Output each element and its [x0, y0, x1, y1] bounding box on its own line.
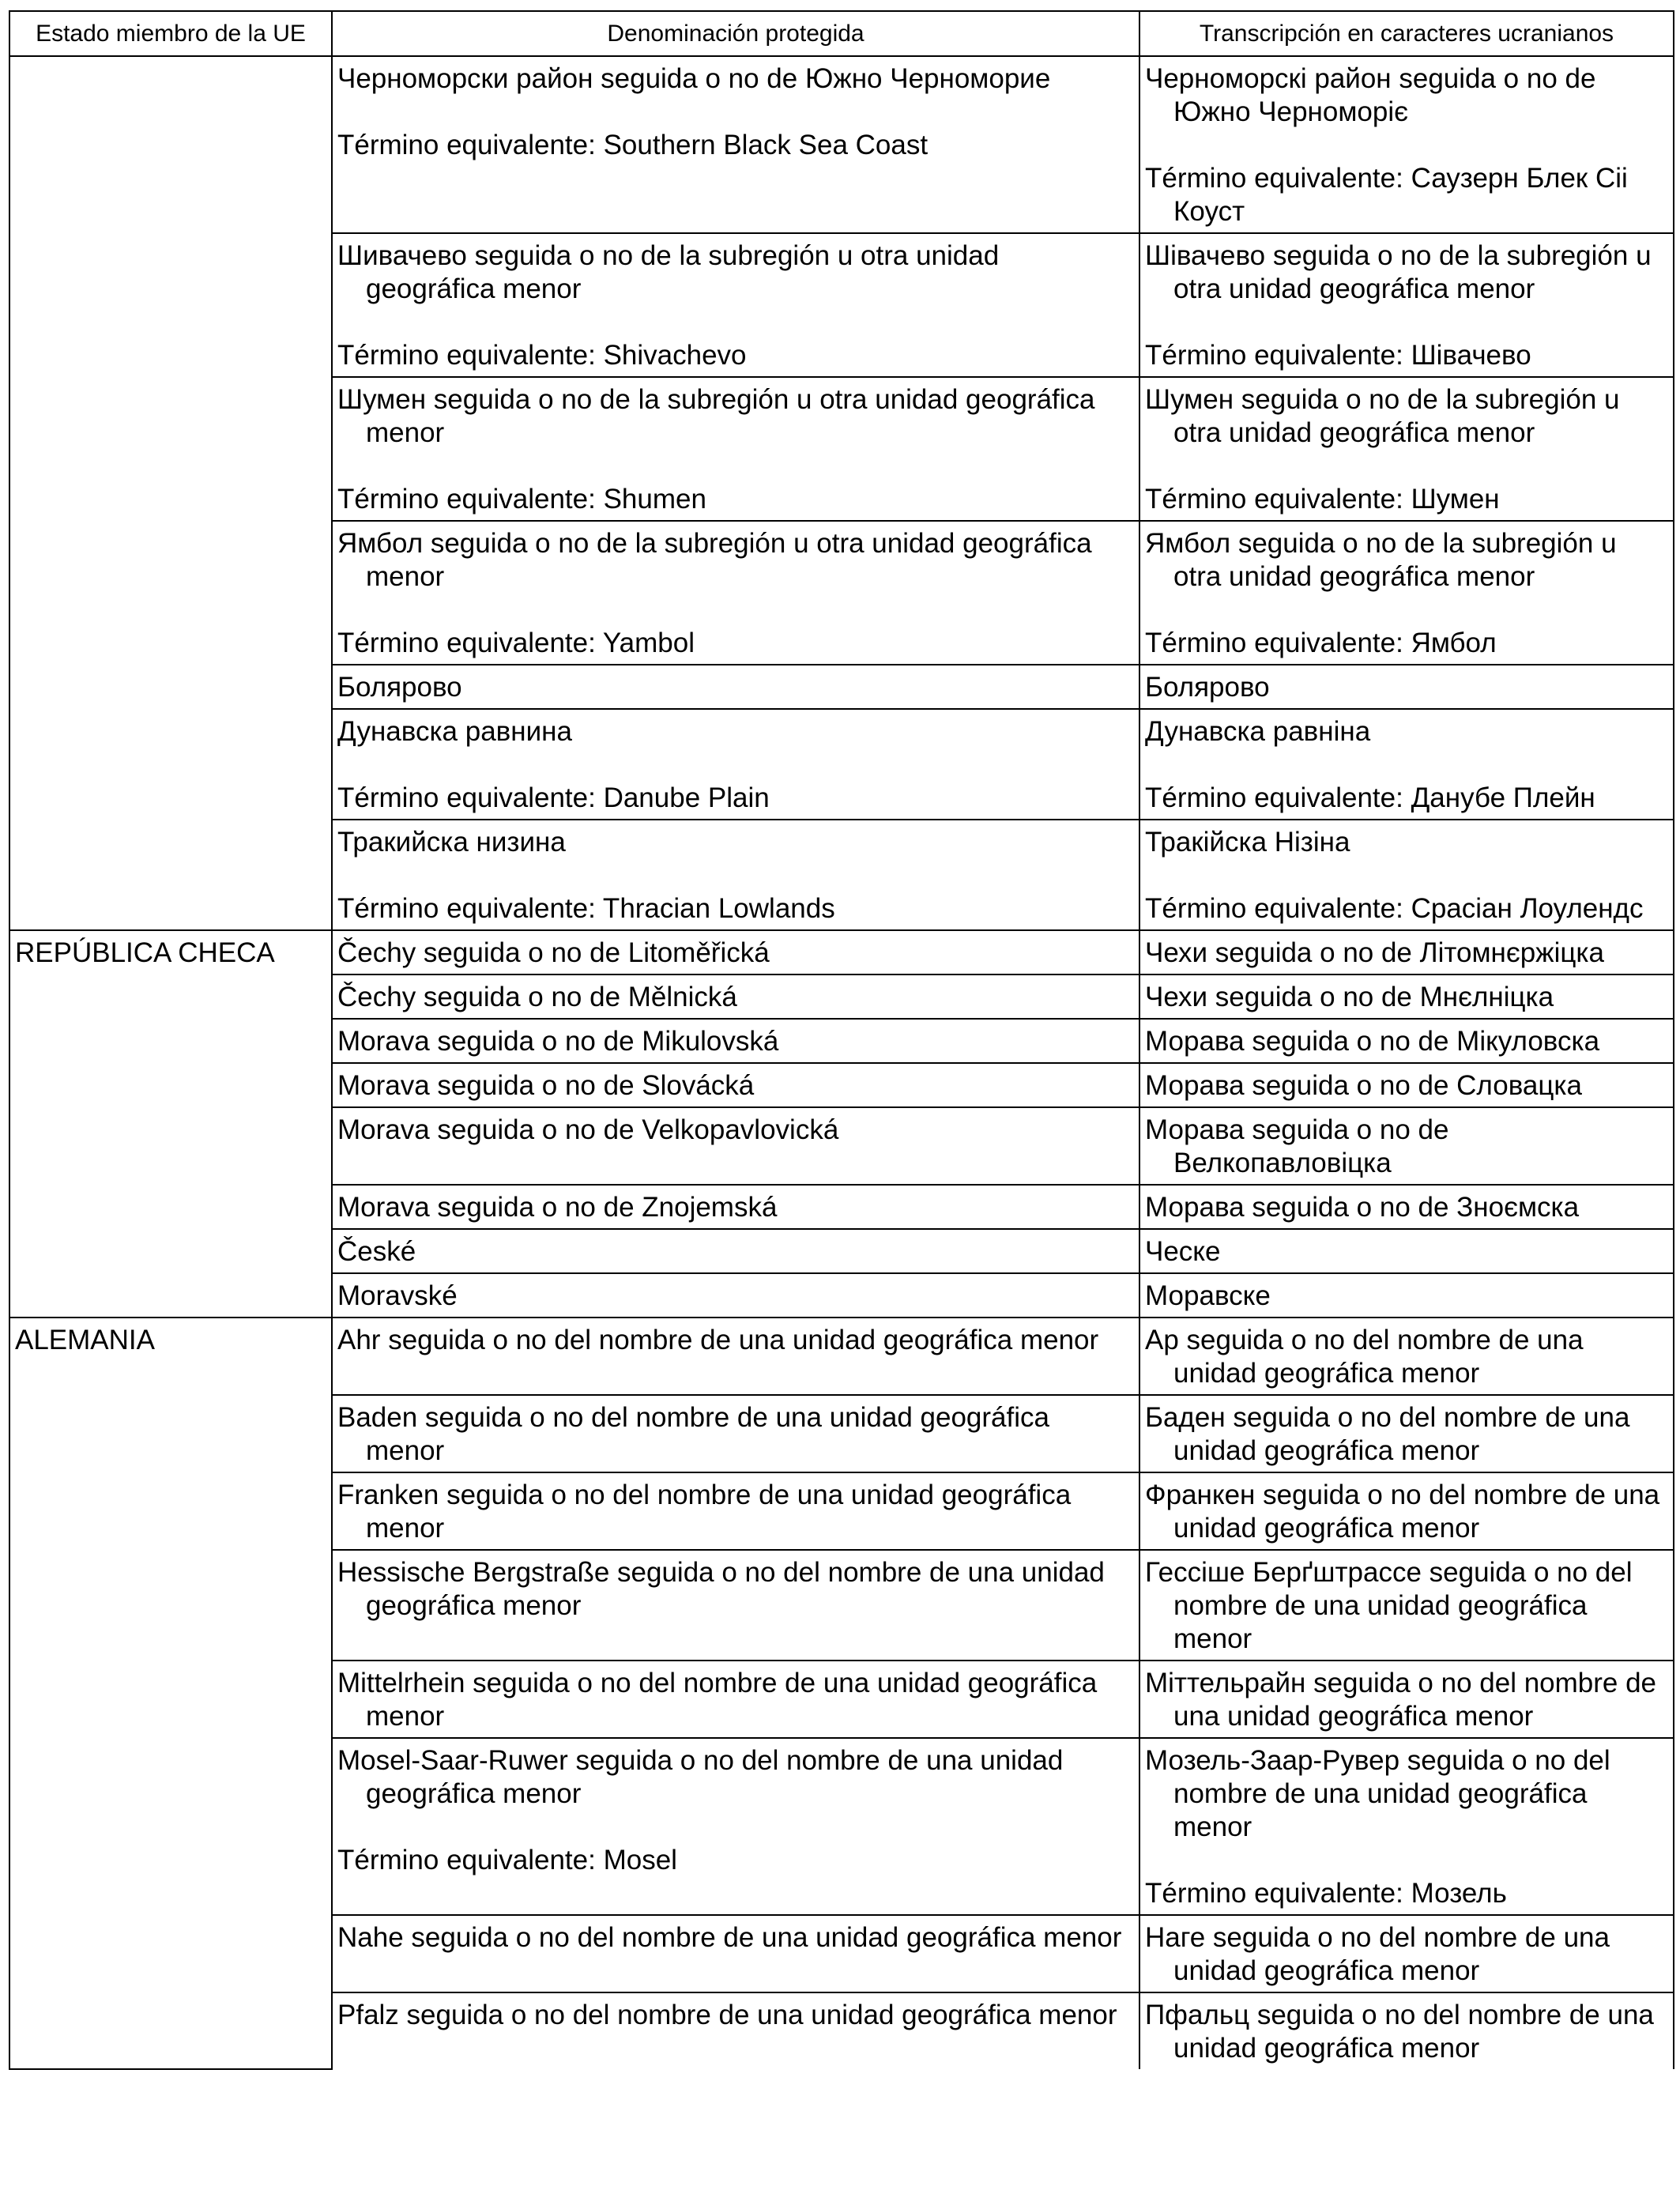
protected-name-text: Franken seguida o no del nombre de una unidad geográfica menor: [337, 1480, 1072, 1544]
transcription-cell: [1139, 1107, 1674, 1185]
transcription-text: Гессіше Берґштрассе seguida o no del nombre de una unidad geográfica menor: [1145, 1557, 1633, 1654]
protected-name-text: Шивачево seguida o no de la subregión u otra unidad geográfica menor: [337, 240, 1000, 304]
spacer: [1145, 306, 1668, 339]
equivalent-term-text: Término equivalente: Mosel: [337, 1845, 677, 1875]
spacer: [337, 1811, 1134, 1844]
transcription-text: Ар seguida o no del nombre de una unidad geográfica menor: [1145, 1325, 1584, 1389]
transcription-text: Морава seguida o no de Словацка: [1145, 1070, 1582, 1101]
spacer: [1145, 859, 1668, 892]
transcription-cell: [1139, 1915, 1674, 1992]
protected-name-text: Mosel-Saar-Ruwer seguida o no del nombre de una unidad geográfica menor: [337, 1745, 1064, 1809]
protected-name-text: Morava seguida o no de Slovácká: [337, 1070, 755, 1101]
table-row: [9, 1318, 1674, 1395]
protected-name-cell: [332, 974, 1139, 1019]
transcription-text: Баден seguida o no del nombre de una unidad geográfica menor: [1145, 1402, 1630, 1466]
equivalent-term-text: Término equivalente: Yambol: [337, 628, 695, 658]
table-header-row: [9, 11, 1674, 56]
transcription-cell: [1139, 233, 1674, 377]
geographical-indications-table: [9, 10, 1674, 2070]
transcription-text: Пфальц seguida o no del nombre de una unidad geográfica menor: [1145, 2000, 1654, 2064]
spacer: [337, 306, 1134, 339]
transcription-cell: [1139, 1019, 1674, 1063]
transcription-cell: [1139, 1395, 1674, 1472]
member-state-cell: ALEMANIA: [9, 1318, 332, 2069]
protected-name-cell: [332, 1915, 1139, 1992]
protected-name-text: Дунавска равнина: [337, 716, 572, 747]
protected-name-cell: [332, 709, 1139, 820]
transcription-cell: [1139, 665, 1674, 709]
transcription-text: Ямбол seguida o no de la subregión u otra unidad geográfica menor: [1145, 528, 1617, 592]
transcription-cell: [1139, 1063, 1674, 1107]
protected-name-cell: [332, 377, 1139, 521]
transcription-cell: [1139, 521, 1674, 665]
protected-name-text: Mittelrhein seguida o no del nombre de una unidad geográfica menor: [337, 1668, 1098, 1732]
transcription-text: Моравске: [1145, 1280, 1271, 1311]
transcription-text: Наге seguida o no del nombre de una unidad geográfica menor: [1145, 1922, 1610, 1986]
spacer: [1145, 450, 1668, 483]
spacer: [337, 594, 1134, 627]
protected-name-cell: [332, 1273, 1139, 1318]
member-state-cell: [9, 56, 332, 930]
equivalent-term-text: Término equivalente: Срасіан Лоулендс: [1145, 893, 1644, 924]
protected-name-cell: [332, 665, 1139, 709]
spacer: [337, 96, 1134, 129]
transcription-cell: [1139, 709, 1674, 820]
protected-name-text: Hessische Bergstraße seguida o no del nombre de una unidad geográfica menor: [337, 1557, 1105, 1621]
transcription-text: Дунавска равніна: [1145, 716, 1371, 747]
header-ukrainian-transcription: Transcripción en caracteres ucranianos: [1139, 11, 1674, 56]
transcription-cell: [1139, 930, 1674, 974]
equivalent-term-text: Término equivalente: Ямбол: [1145, 628, 1497, 658]
spacer: [337, 748, 1134, 782]
transcription-text: Тракійска Нізіна: [1145, 827, 1350, 858]
protected-name-text: Morava seguida o no de Znojemská: [337, 1192, 778, 1223]
header-member-state: Estado miembro de la UE: [9, 11, 332, 56]
protected-name-cell: [332, 1550, 1139, 1661]
spacer: [337, 859, 1134, 892]
equivalent-term-text: Término equivalente: Southern Black Sea Coast: [337, 130, 929, 160]
transcription-text: Мозель-Заар-Рувер seguida o no del nombre de una unidad geográfica menor: [1145, 1745, 1610, 1842]
protected-name-text: Ahr seguida o no del nombre de una unidad geográfica menor: [337, 1325, 1099, 1355]
transcription-cell: [1139, 1992, 1674, 2069]
protected-name-text: Pfalz seguida o no del nombre de una unidad geográfica menor: [337, 2000, 1117, 2030]
protected-name-cell: [332, 1661, 1139, 1738]
transcription-text: Шумен seguida o no de la subregión u otra unidad geográfica menor: [1145, 384, 1620, 448]
transcription-cell: [1139, 1229, 1674, 1273]
spacer: [1145, 129, 1668, 162]
protected-name-cell: [332, 1019, 1139, 1063]
transcription-cell: [1139, 56, 1674, 233]
protected-name-cell: [332, 1738, 1139, 1915]
transcription-text: Морава seguida o no de Зноємска: [1145, 1192, 1580, 1223]
protected-name-text: Morava seguida o no de Velkopavlovická: [337, 1114, 839, 1145]
equivalent-term-text: Término equivalente: Саузерн Блек Сіі Коуст: [1145, 163, 1628, 227]
header-protected-name: Denominación protegida: [332, 11, 1139, 56]
protected-name-cell: [332, 930, 1139, 974]
protected-name-cell: [332, 1472, 1139, 1550]
equivalent-term-text: Término equivalente: Shumen: [337, 484, 706, 515]
protected-name-cell: [332, 820, 1139, 930]
protected-name-text: Čechy seguida o no de Litoměřická: [337, 937, 770, 968]
protected-name-text: Тракийска низина: [337, 827, 566, 858]
transcription-text: Морава seguida o no de Мікуловска: [1145, 1026, 1600, 1057]
protected-name-cell: [332, 1318, 1139, 1395]
transcription-text: Болярово: [1145, 672, 1270, 703]
transcription-text: Черноморскі район seguida o no de Южно Черноморіє: [1145, 63, 1596, 127]
transcription-cell: [1139, 1185, 1674, 1229]
protected-name-cell: [332, 233, 1139, 377]
transcription-text: Франкен seguida o no del nombre de una unidad geográfica menor: [1145, 1480, 1660, 1544]
transcription-cell: [1139, 1273, 1674, 1318]
transcription-text: Морава seguida o no de Велкопавловіцка: [1145, 1114, 1449, 1178]
transcription-text: Чехи seguida o no de Мнєлніцка: [1145, 982, 1554, 1012]
protected-name-cell: [332, 1063, 1139, 1107]
protected-name-cell: [332, 1107, 1139, 1185]
spacer: [337, 450, 1134, 483]
protected-name-text: České: [337, 1236, 416, 1267]
transcription-cell: [1139, 377, 1674, 521]
transcription-text: Шівачево seguida o no de la subregión u otra unidad geográfica menor: [1145, 240, 1652, 304]
member-state-cell: REPÚBLICA CHECA: [9, 930, 332, 1318]
transcription-text: Ческе: [1145, 1236, 1221, 1267]
equivalent-term-text: Término equivalente: Шівачево: [1145, 340, 1531, 371]
protected-name-cell: [332, 1229, 1139, 1273]
transcription-cell: [1139, 974, 1674, 1019]
equivalent-term-text: Término equivalente: Danube Plain: [337, 782, 770, 813]
transcription-text: Міттельрайн seguida o no del nombre de una unidad geográfica menor: [1145, 1668, 1657, 1732]
equivalent-term-text: Término equivalente: Шумен: [1145, 484, 1500, 515]
protected-name-text: Baden seguida o no del nombre de una unidad geográfica menor: [337, 1402, 1049, 1466]
protected-name-text: Nahe seguida o no del nombre de una unidad geográfica menor: [337, 1922, 1122, 1953]
spacer: [1145, 1844, 1668, 1877]
transcription-cell: [1139, 1318, 1674, 1395]
table-body: [9, 56, 1674, 2069]
spacer: [1145, 594, 1668, 627]
protected-name-cell: [332, 1185, 1139, 1229]
protected-name-text: Čechy seguida o no de Mělnická: [337, 982, 737, 1012]
protected-name-text: Шумен seguida o no de la subregión u otra unidad geográfica menor: [337, 384, 1095, 448]
equivalent-term-text: Término equivalente: Thracian Lowlands: [337, 893, 835, 924]
protected-name-cell: [332, 1395, 1139, 1472]
transcription-cell: [1139, 1472, 1674, 1550]
transcription-cell: [1139, 1550, 1674, 1661]
equivalent-term-text: Término equivalente: Данубе Плейн: [1145, 782, 1595, 813]
equivalent-term-text: Término equivalente: Shivachevo: [337, 340, 747, 371]
transcription-text: Чехи seguida o no de Літомнєржіцка: [1145, 937, 1604, 968]
spacer: [1145, 748, 1668, 782]
protected-name-text: Ямбол seguida o no de la subregión u otra unidad geográfica menor: [337, 528, 1092, 592]
transcription-cell: [1139, 1738, 1674, 1915]
protected-name-cell: [332, 56, 1139, 233]
transcription-cell: [1139, 1661, 1674, 1738]
protected-name-text: Болярово: [337, 672, 462, 703]
equivalent-term-text: Término equivalente: Мозель: [1145, 1878, 1507, 1909]
table-row: [9, 56, 1674, 233]
protected-name-cell: [332, 521, 1139, 665]
protected-name-text: Moravské: [337, 1280, 458, 1311]
table-row: [9, 930, 1674, 974]
protected-name-cell: [332, 1992, 1139, 2069]
transcription-cell: [1139, 820, 1674, 930]
protected-name-text: Morava seguida o no de Mikulovská: [337, 1026, 779, 1057]
protected-name-text: Черноморски район seguida o no de Южно Черноморие: [337, 63, 1051, 94]
